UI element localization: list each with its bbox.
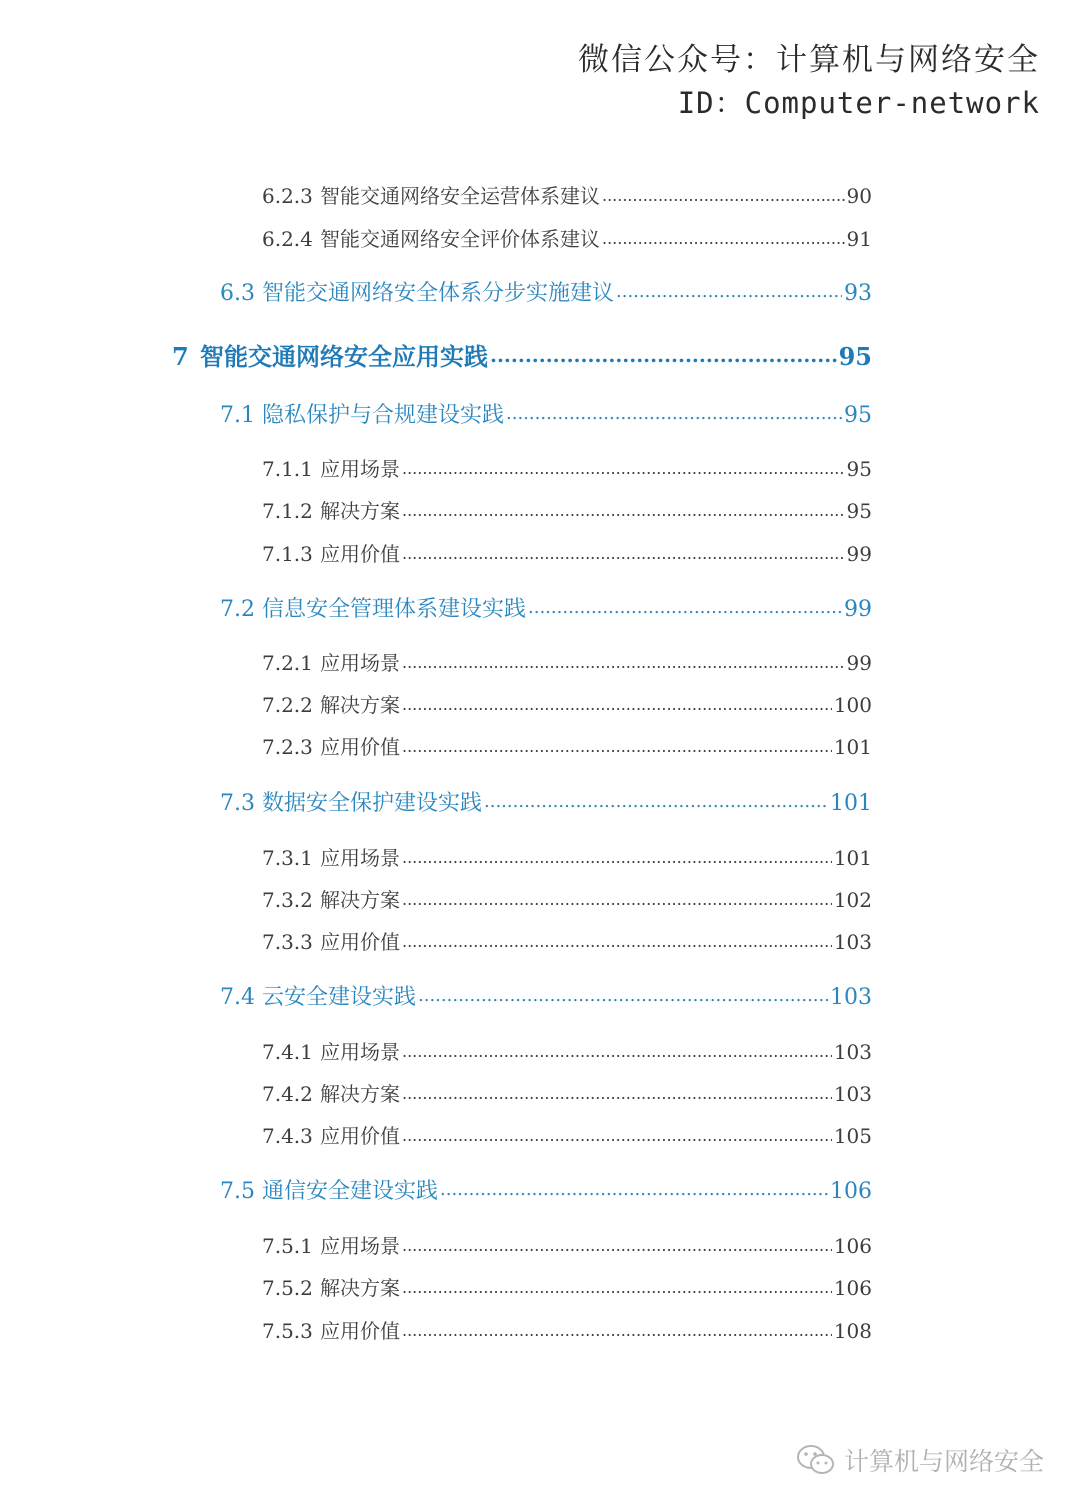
toc-entry-level3[interactable] [262, 1078, 872, 1107]
watermark-text: 计算机与网络安全 [843, 1447, 1044, 1476]
toc-entry-page-number: 90 [846, 184, 872, 208]
toc-entry-number: 6.2.3 [262, 184, 313, 208]
toc-entry-number: 7.3.2 [262, 888, 313, 912]
wechat-icon [796, 1443, 836, 1477]
toc-entry-title: 云安全建设实践 [262, 985, 417, 1010]
toc-entry-level2[interactable] [220, 980, 872, 1011]
toc-dot-leader [402, 931, 832, 951]
toc-entry-level3[interactable] [262, 1272, 872, 1301]
toc-entry-level3[interactable] [262, 1315, 872, 1344]
toc-entry-number: 7.4.1 [262, 1040, 313, 1064]
toc-entry-title: 数据安全保护建设实践 [262, 791, 483, 816]
toc-entry-level3[interactable] [262, 538, 872, 567]
watermark [796, 1442, 1044, 1478]
toc-entry-title: 智能交通网络安全评价体系建议 [320, 227, 600, 251]
toc-entry-title: 应用价值 [320, 1124, 400, 1148]
toc-entry-level2[interactable] [220, 398, 872, 429]
toc-entry-page-number: 103 [833, 1082, 872, 1106]
toc-entry-page-number: 95 [846, 499, 872, 523]
toc-entry-page-number: 102 [833, 888, 872, 912]
toc-dot-leader [484, 790, 828, 812]
toc-entry-title: 智能交通网络安全运营体系建议 [320, 184, 600, 208]
toc-entry-title: 解决方案 [320, 693, 400, 717]
toc-entry-page-number: 95 [838, 342, 872, 371]
toc-entry-title: 应用场景 [320, 457, 400, 481]
toc-dot-leader [402, 652, 845, 672]
toc-entry-page-number: 105 [833, 1124, 872, 1148]
toc-entry-level3[interactable] [262, 495, 872, 524]
toc-entry-level1[interactable] [172, 337, 872, 372]
toc-entry-number: 7.5.2 [262, 1276, 313, 1300]
toc-dot-leader [616, 280, 842, 302]
account-id-line: ID：Computer-network [677, 86, 1040, 120]
toc-entry-level3[interactable] [262, 884, 872, 913]
toc-dot-leader [402, 889, 832, 909]
toc-entry-level2[interactable] [220, 592, 872, 623]
toc-entry-level3[interactable] [262, 926, 872, 955]
toc-dot-leader [528, 596, 842, 618]
toc-entry-page-number: 101 [833, 846, 872, 870]
toc-dot-leader [402, 1235, 832, 1255]
toc-dot-leader [440, 1178, 828, 1200]
toc-dot-leader [602, 228, 845, 248]
toc-entry-number: 7.5.1 [262, 1234, 313, 1258]
toc-entry-number: 7.4.2 [262, 1082, 313, 1106]
toc-entry-number: 6.3 [220, 281, 255, 306]
toc-dot-leader [602, 185, 845, 205]
toc-entry-title: 解决方案 [320, 888, 400, 912]
toc-entry-title: 应用价值 [320, 542, 400, 566]
toc-entry-number: 7.4.3 [262, 1124, 313, 1148]
toc-entry-page-number: 106 [833, 1234, 872, 1258]
toc-entry-title: 应用场景 [320, 846, 400, 870]
toc-entry-title: 应用价值 [320, 735, 400, 759]
toc-entry-title: 应用场景 [320, 651, 400, 675]
toc-entry-level3[interactable] [262, 842, 872, 871]
toc-entry-title: 信息安全管理体系建设实践 [262, 597, 527, 622]
toc-entry-number: 7.2.1 [262, 651, 313, 675]
toc-entry-page-number: 108 [833, 1319, 872, 1343]
page-header [578, 38, 1040, 124]
toc-entry-title: 解决方案 [320, 1276, 400, 1300]
toc-entry-title: 应用场景 [320, 1234, 400, 1258]
toc-entry-title: 智能交通网络安全体系分步实施建议 [262, 281, 615, 306]
toc-entry-title: 应用场景 [320, 1040, 400, 1064]
toc-entry-level3[interactable] [262, 689, 872, 718]
toc-entry-page-number: 99 [846, 651, 872, 675]
toc-entry-page-number: 101 [830, 791, 872, 816]
toc-entry-number: 7.5.3 [262, 1319, 313, 1343]
toc-entry-title: 应用价值 [320, 930, 400, 954]
toc-entry-page-number: 103 [833, 930, 872, 954]
toc-dot-leader [402, 543, 845, 563]
toc-entry-number: 6.2.4 [262, 227, 313, 251]
toc-dot-leader [506, 402, 842, 424]
toc-dot-leader [402, 1277, 832, 1297]
toc-entry-page-number: 100 [833, 693, 872, 717]
toc-entry-number: 7.3.3 [262, 930, 313, 954]
toc-dot-leader [402, 1083, 832, 1103]
toc-entry-page-number: 106 [830, 1179, 872, 1204]
toc-entry-title: 应用价值 [320, 1319, 400, 1343]
toc-entry-page-number: 99 [846, 542, 872, 566]
toc-entry-title: 解决方案 [320, 1082, 400, 1106]
toc-entry-number: 7.1.1 [262, 457, 313, 481]
toc-entry-title: 隐私保护与合规建设实践 [262, 403, 505, 428]
toc-entry-level3[interactable] [262, 731, 872, 760]
toc-dot-leader [402, 1320, 832, 1340]
toc-entry-number: 7.3 [220, 791, 255, 816]
toc-entry-number: 7.3.1 [262, 846, 313, 870]
toc-entry-page-number: 106 [833, 1276, 872, 1300]
toc-entry-level3[interactable] [262, 1230, 872, 1259]
toc-entry-number: 7.5 [220, 1179, 255, 1204]
toc-entry-page-number: 93 [844, 281, 872, 306]
toc-dot-leader [418, 984, 828, 1006]
toc-entry-page-number: 103 [833, 1040, 872, 1064]
toc-entry-number: 7.1.2 [262, 499, 313, 523]
toc-entry-page-number: 91 [846, 227, 872, 251]
toc-dot-leader [402, 500, 845, 520]
toc-entry-level3[interactable] [262, 223, 872, 252]
toc-entry-level2[interactable] [220, 276, 872, 307]
toc-entry-level3[interactable] [262, 453, 872, 482]
toc-entry-page-number: 99 [844, 597, 872, 622]
wechat-account-line: 微信公众号：计算机与网络安全 [578, 42, 1040, 78]
toc-dot-leader [402, 1125, 832, 1145]
toc-dot-leader [402, 694, 832, 714]
toc-entry-level3[interactable] [262, 647, 872, 676]
toc-entry-level3[interactable] [262, 180, 872, 209]
toc-dot-leader [490, 343, 837, 367]
toc-dot-leader [402, 847, 832, 867]
toc-dot-leader [402, 1041, 832, 1061]
toc-entry-level3[interactable] [262, 1120, 872, 1149]
toc-entry-number: 7 [172, 342, 189, 371]
toc-entry-title: 解决方案 [320, 499, 400, 523]
toc-entry-level2[interactable] [220, 1174, 872, 1205]
toc-entry-number: 7.2.2 [262, 693, 313, 717]
toc-entry-number: 7.4 [220, 985, 255, 1010]
toc-entry-page-number: 101 [833, 735, 872, 759]
toc-entry-page-number: 95 [844, 403, 872, 428]
toc-entry-title: 智能交通网络安全应用实践 [200, 343, 488, 371]
toc-entry-level3[interactable] [262, 1036, 872, 1065]
toc-entry-title: 通信安全建设实践 [262, 1179, 439, 1204]
toc-entry-number: 7.2 [220, 597, 255, 622]
toc-entry-level2[interactable] [220, 786, 872, 817]
toc-dot-leader [402, 736, 832, 756]
toc-dot-leader [402, 458, 845, 478]
toc-entry-page-number: 95 [846, 457, 872, 481]
toc-entry-number: 7.2.3 [262, 735, 313, 759]
toc-entry-number: 7.1.3 [262, 542, 313, 566]
toc-entry-number: 7.1 [220, 403, 255, 428]
toc-entry-page-number: 103 [830, 985, 872, 1010]
